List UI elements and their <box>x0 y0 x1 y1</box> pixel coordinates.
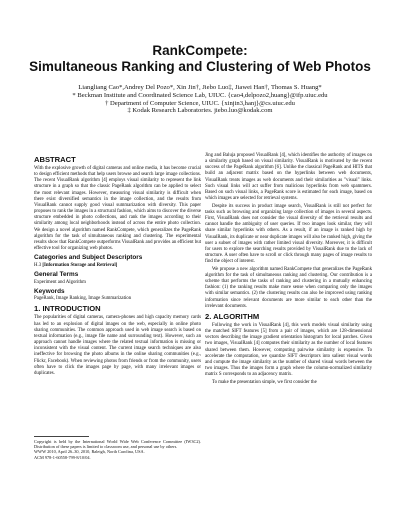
author-names: Liangliang Cao*,Andrey Del Pozo*, Xin Jin†, Jiebo Luo‡, Jiawei Han†, Thomas S. Huang* <box>78 84 322 91</box>
categories-code: H.3 <box>34 262 43 268</box>
author-block <box>0 84 400 115</box>
acm-line: ACM 978-1-60558-799-8/10/04. <box>34 454 91 460</box>
copyright-footnote <box>34 439 201 460</box>
copyright-line: Copyright is held by the International World Wide Web Conference Committee (IW3C2). Distribution of these papers is limited to classroom use, and personal use by others. <box>34 439 201 450</box>
keywords-text: PageRank, Image Ranking, Image Summarization <box>34 296 132 302</box>
categories-name: [Information Storage and Retrieval] <box>42 262 118 268</box>
algorithm-heading: 2. ALGORITHM <box>205 311 260 321</box>
left-column <box>34 153 201 379</box>
introduction-text: The popularities of digital cameras, camera-phones and high capacity memory cards has led to an explosion of digital images on the web, especially in online photo sharing communities. The common approach used in web image search is based on textual information (e.g., image file name and surrounding text). However, such an approach cannot handle images where the related textual information is missing or inconsistent with the visual content. The current image search techniques are also ineffective for browsing the photo albums in the online sharing communities (e.g., Flickr, Facebook). When reviewing photos from friends or from the community, users often have to click the images page by page, with many irrelevant images or duplicates. <box>34 315 201 376</box>
right-paragraph-2: Despite its success in product image search, VisualRank is still not perfect for tasks such as browsing and organizing large collection of images in several aspects. First, VisualRank does not consider the visual diversity of the retrieval results and cannot handle the ambiguity of user queries. If two images look similar, they will share similar hyperlinks with others. As a result, if an image is ranked high by VisualRank, its duplicate or near duplicate images will also be ranked high, giving the user a subset of images with rather limited visual diversity. Moreover, it is difficult for users to explore the searching results provided by VisualRank due to the lack of structure. A user often have to scroll or click through many pages of image results to find the object of interest. <box>205 203 372 265</box>
affiliation-2: † Department of Computer Science, UIUC. {xinjin3,hanj}@cs.uiuc.edu <box>105 99 295 107</box>
general-terms-text: Experiment and Algorithm <box>34 279 86 285</box>
right-paragraph-1: Jing and Baluja proposed VisualRank [4], which identifies the authority of images on a similarity graph based on visual similarity. VisualRank is motivated by the recent success of the PageRank algorithm [6]. Unlike the classical PageRank and HITS that build an adjacent matrix based on the hyperlinks between web documents, VisualRank treats images as web documents and their similarities as "visual" links. Such visual links will act suffer from malicious hyperlinks from web spammers. Based on such visual links, a PageRank score is estimated for each image, based on which images are selected for retrieval systems. <box>205 153 372 202</box>
right-column <box>205 153 372 387</box>
footnote-rule <box>34 436 89 437</box>
introduction-heading: 1. INTRODUCTION <box>34 304 101 314</box>
algorithm-paragraph-1: Following the work in VisualRank [4], this work models visual similarity using the matched SIFT features [5] from a pair of images, which are 128-dimensional vectors describing the image gradient orientation histogram for local patches. Given two images, VisualRank [4] computes their similarity as the number of local features shared between them. However, computing pairwise similarity is expensive. To accelerate the computation, we quantize SIFT descriptors into salient visual words and compute the image similarity as the number of shared visual words between the two images. Thus the images form a graph where the column-normalized similarity matrix S corresponds to an adjacency matrix. <box>205 322 372 378</box>
conference-line: WWW 2010, April 26–30, 2010, Raleigh, North Carolina, USA. <box>34 449 145 455</box>
paper-title-line2: Simultaneous Ranking and Clustering of Web Photos <box>29 59 371 74</box>
algorithm-paragraph-2: To make the presentation simple, we first consider the <box>212 379 317 385</box>
affiliation-3: ‡ Kodak Research Laboratories. jiebo.luo@kodak.com <box>127 107 273 115</box>
abstract-heading: ABSTRACT <box>34 155 76 164</box>
paper-title-line1: RankCompete: <box>152 43 248 58</box>
categories-text <box>34 263 201 269</box>
general-terms-heading: General Terms <box>34 270 79 278</box>
right-paragraph-3: We propose a new algorithm named RankCompete that generalizes the PageRank algorithm for the task of simultaneous ranking and clustering. Our contribution is a scheme that performs the tasks of ranking and clustering in a mutually enhancing fashion: (1) the ranking results make more sense when comparing only the images with similar semantics. (2) the clustering results can also be improved using ranking information since relevant documents are more similar to each other than the irrelevant documents. <box>205 266 372 309</box>
categories-heading: Categories and Subject Descriptors <box>34 254 143 262</box>
abstract-text: With the explosive growth of digital cameras and online media, it has become crucial to design efficient methods that help users browse and search large image collections. The recent VisualRank algorithm [4] employs visual similarity to represent the link structure in a graph so that the classic PageRank algorithm can be applied to select the most relevant images. However, measuring visual similarity is difficult when there exist diversified semantics in the image collection, and the results from VisualRank cannot supply good visual summarization with diversity. This paper proposes to rank the images in a structural fashion, which aims to discover the diverse structure embedded in photo collections, and rank the images according to their similarity among local neighborhoods instead of across the entire photo collection. We design a novel algorithm named RankCompete, which generalizes the PageRank algorithm for the task of simultaneous ranking and clustering. The experimental results show that RankCompete outperforms VisualRank and provides an efficient but effective tool for organizing web photos. <box>34 166 201 252</box>
keywords-heading: Keywords <box>34 287 65 295</box>
affiliation-1: * Beckman Institute and Coordinated Science Lab, UIUC. {cao4,delpozo2,huang}@ifp.uiuc.edu <box>72 91 328 99</box>
